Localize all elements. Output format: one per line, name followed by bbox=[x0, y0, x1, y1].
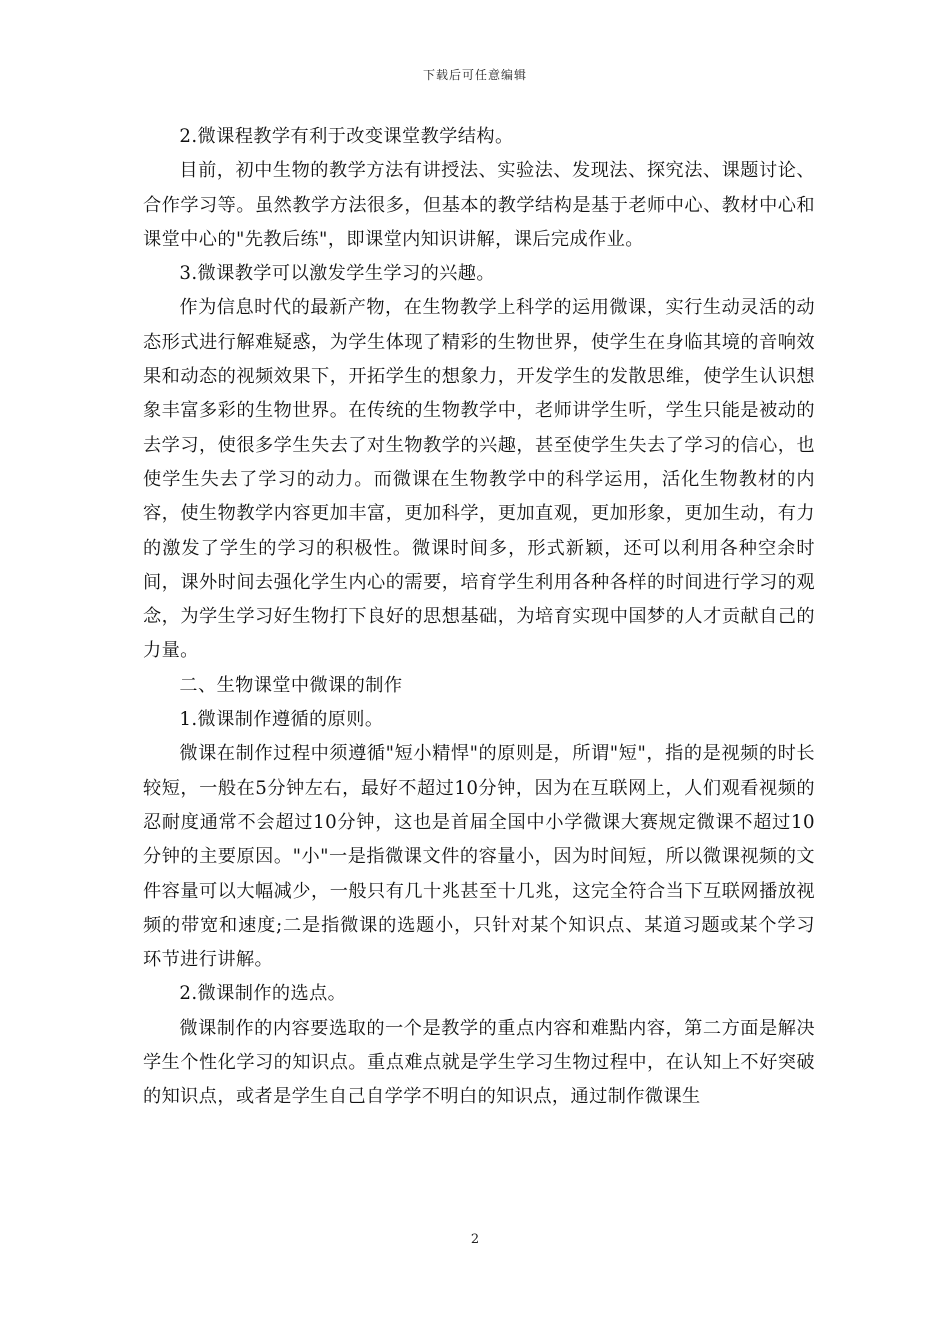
page-number: 2 bbox=[470, 1232, 480, 1247]
page-header: 下载后可任意编辑 bbox=[422, 68, 527, 82]
paragraph: 目前，初中生物的教学方法有讲授法、实验法、发现法、探究法、课题讨论、合作学习等。虽然教学方法很多，但基本的教学结构是基于老师中心、教材中心和课堂中心的"先教后练"，即课堂内知识讲解，课后完成作业。 bbox=[143, 160, 815, 250]
document-body bbox=[143, 120, 815, 1115]
paragraph-heading-3: 3.微课教学可以激发学生学习的兴趣。 bbox=[179, 263, 495, 285]
paragraph: 作为信息时代的最新产物，在生物教学上科学的运用微课，实行生动灵活的动态形式进行解难疑惑，为学生体现了精彩的生物世界，使学生在身临其境的音响效果和动态的视频效果下，开拓学生的想象力，开发学生的发散思维，使学生认识想象丰富多彩的生物世界。在传统的生物教学中，老师讲学生听，学生只能是被动的去学习，使很多学生失去了对生物教学的兴趣，甚至使学生失去了学习的信心，也使学生失去了学习的动力。而微课在生物教学中的科学运用，活化生物教材的内容，使生物教学内容更加丰富，更加科学，更加直观，更加形象，更加生动，有力的激发了学生的学习的积极性。微课时间多，形式新颖，还可以利用各种空余时间，课外时间去强化学生内心的需要，培育学生利用各种各样的时间进行学习的观念，为学生学习好生物打下良好的思想基础，为培育实现中国梦的人才贡献自己的力量。 bbox=[143, 297, 815, 662]
section-heading: 二、生物课堂中微课的制作 bbox=[179, 674, 403, 696]
paragraph: 微课制作的内容要选取的一个是教学的重点内容和难點内容，第二方面是解决学生个性化学习的知识点。重点难点就是学生学习生物过程中，在认知上不好突破的知识点，或者是学生自己自学学不明白的知识点，通过制作微课生 bbox=[143, 1017, 815, 1108]
paragraph-heading-2: 2.微课程教学有利于改变课堂教学结构。 bbox=[179, 126, 514, 147]
paragraph-heading-2b: 2.微课制作的选点。 bbox=[179, 983, 347, 1005]
paragraph-heading-1: 1.微课制作遵循的原则。 bbox=[179, 709, 384, 731]
paragraph: 微课在制作过程中须遵循"短小精悍"的原则是，所谓"短"，指的是视频的时长较短，一般在5分钟左右，最好不超过10分钟，因为在互联网上，人们观看视频的忍耐度通常不会超过10分钟，这也是首届全国中小学微课大赛规定微课不超过10分钟的主要原因。"小"一是指微课文件的容量小，因为时间短，所以微课视频的文件容量可以大幅减少，一般只有几十兆甚至十几兆，这完全符合当下互联网播放视频的带宽和速度;二是指微课的选题小，只针对某个知识点、某道习题或某个学习环节进行讲解。 bbox=[143, 743, 815, 971]
